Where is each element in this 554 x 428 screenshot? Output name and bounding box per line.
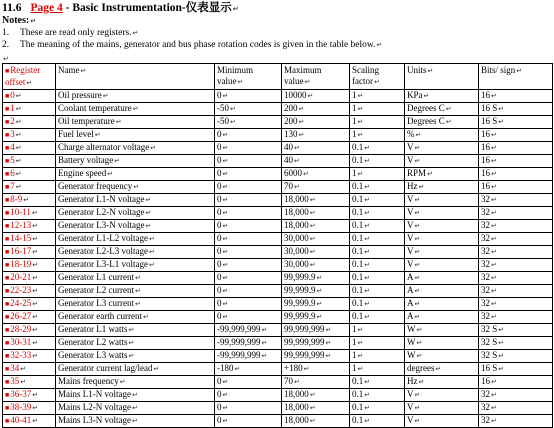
cell-name: Mains L3-N voltage↵ xyxy=(56,415,215,428)
row-bullet-icon: ■ xyxy=(5,118,10,126)
cell-register-offset: ■10-11↵ xyxy=(3,207,56,220)
cell-name: Fuel level↵ xyxy=(56,129,215,142)
cell-bits-sign: 32↵ xyxy=(479,298,553,311)
cell-name: Mains L1-N voltage↵ xyxy=(56,389,215,402)
cell-name: Generator frequency↵ xyxy=(56,181,215,194)
cell-scaling: 0.1↵ xyxy=(350,194,405,207)
cell-register-offset: ■30-31↵ xyxy=(3,337,56,350)
row-bullet-icon: ■ xyxy=(5,417,10,425)
cell-name: Generator L3 watts↵ xyxy=(56,350,215,363)
table-header-row xyxy=(3,64,553,90)
note-number: 2. xyxy=(2,40,10,50)
register-table xyxy=(2,63,553,428)
cell-minimum: 0↵ xyxy=(215,376,282,389)
row-bullet-icon: ■ xyxy=(5,157,10,165)
cell-name: Generator L3 current↵ xyxy=(56,298,215,311)
cell-bits-sign: 16↵ xyxy=(479,129,553,142)
row-bullet-icon: ■ xyxy=(5,222,10,230)
cell-bits-sign: 32↵ xyxy=(479,272,553,285)
cell-minimum: 0↵ xyxy=(215,246,282,259)
cell-register-offset: ■38-39↵ xyxy=(3,402,56,415)
cell-minimum: 0↵ xyxy=(215,272,282,285)
cell-units: KPa↵ xyxy=(405,90,479,103)
table-row xyxy=(3,181,553,194)
row-bullet-icon: ■ xyxy=(5,196,10,204)
cell-minimum: -180↵ xyxy=(215,363,282,376)
table-row xyxy=(3,298,553,311)
cell-units: V↵ xyxy=(405,402,479,415)
cell-register-offset: ■24-25↵ xyxy=(3,298,56,311)
note-item xyxy=(2,39,382,51)
cell-minimum: -99,999,999↵ xyxy=(215,337,282,350)
cell-maximum: 18,000↵ xyxy=(282,389,350,402)
cell-units: W↵ xyxy=(405,324,479,337)
cell-scaling: 0.1↵ xyxy=(350,233,405,246)
table-row xyxy=(3,129,553,142)
row-bullet-icon: ■ xyxy=(5,92,10,100)
cell-units: degrees↵ xyxy=(405,363,479,376)
cell-register-offset: ■32-33↵ xyxy=(3,350,56,363)
cell-maximum: 18,000↵ xyxy=(282,207,350,220)
table-row xyxy=(3,168,553,181)
cell-maximum: 40↵ xyxy=(282,142,350,155)
cell-name: Generator L3-N voltage↵ xyxy=(56,220,215,233)
row-bullet-icon: ■ xyxy=(5,131,10,139)
cell-maximum: 18,000↵ xyxy=(282,194,350,207)
cell-minimum: 0↵ xyxy=(215,155,282,168)
cell-maximum: 200↵ xyxy=(282,116,350,129)
cell-units: Hz↵ xyxy=(405,376,479,389)
page-link[interactable]: Page 4 xyxy=(30,2,63,14)
table-row xyxy=(3,155,553,168)
cell-units: V↵ xyxy=(405,233,479,246)
header-bits-sign: Bits/ sign↵ xyxy=(479,64,553,90)
cell-scaling: 0.1↵ xyxy=(350,415,405,428)
cell-minimum: 0↵ xyxy=(215,298,282,311)
cell-minimum: 0↵ xyxy=(215,207,282,220)
cell-scaling: 1↵ xyxy=(350,103,405,116)
cell-register-offset: ■14-15↵ xyxy=(3,233,56,246)
cell-scaling: 0.1↵ xyxy=(350,311,405,324)
cell-register-offset: ■4↵ xyxy=(3,142,56,155)
cell-scaling: 0.1↵ xyxy=(350,285,405,298)
cell-maximum: 99,999.9↵ xyxy=(282,298,350,311)
table-row xyxy=(3,90,553,103)
table-row xyxy=(3,116,553,129)
cell-maximum: 130↵ xyxy=(282,129,350,142)
cell-register-offset: ■12-13↵ xyxy=(3,220,56,233)
table-row xyxy=(3,207,553,220)
paragraph-mark: ↵ xyxy=(30,17,37,25)
table-row xyxy=(3,324,553,337)
cell-name: Coolant temperature↵ xyxy=(56,103,215,116)
cell-bits-sign: 16↵ xyxy=(479,90,553,103)
table-row xyxy=(3,103,553,116)
table-row xyxy=(3,389,553,402)
cell-bits-sign: 32↵ xyxy=(479,402,553,415)
cell-maximum: 18,000↵ xyxy=(282,402,350,415)
header-maximum: Maximum value↵ xyxy=(282,64,350,90)
empty-paragraph: ↵ xyxy=(3,55,9,63)
cell-units: RPM↵ xyxy=(405,168,479,181)
cell-bits-sign: 32 S↵ xyxy=(479,350,553,363)
cell-name: Charge alternator voltage↵ xyxy=(56,142,215,155)
cell-register-offset: ■16-17↵ xyxy=(3,246,56,259)
row-bullet-icon: ■ xyxy=(5,326,10,334)
cell-bits-sign: 32↵ xyxy=(479,415,553,428)
cell-maximum: 30,000↵ xyxy=(282,246,350,259)
cell-scaling: 0.1↵ xyxy=(350,155,405,168)
table-row xyxy=(3,220,553,233)
cell-units: V↵ xyxy=(405,246,479,259)
cell-scaling: 1↵ xyxy=(350,337,405,350)
cell-bits-sign: 32↵ xyxy=(479,259,553,272)
cell-register-offset: ■1↵ xyxy=(3,103,56,116)
table-row xyxy=(3,246,553,259)
cell-minimum: 0↵ xyxy=(215,142,282,155)
row-bullet-icon: ■ xyxy=(5,300,10,308)
cell-minimum: -99,999,999↵ xyxy=(215,324,282,337)
cell-maximum: 99,999,999↵ xyxy=(282,337,350,350)
cell-register-offset: ■20-21↵ xyxy=(3,272,56,285)
cell-scaling: 0.1↵ xyxy=(350,220,405,233)
table-row xyxy=(3,376,553,389)
cell-scaling: 1↵ xyxy=(350,168,405,181)
note-text: These are read only registers. xyxy=(20,28,132,38)
cell-scaling: 0.1↵ xyxy=(350,389,405,402)
cell-maximum: 99,999.9↵ xyxy=(282,272,350,285)
table-row xyxy=(3,350,553,363)
cell-units: A↵ xyxy=(405,272,479,285)
table-row xyxy=(3,233,553,246)
cell-register-offset: ■0↵ xyxy=(3,90,56,103)
cell-register-offset: ■7↵ xyxy=(3,181,56,194)
table-row xyxy=(3,142,553,155)
row-bullet-icon: ■ xyxy=(5,378,10,386)
row-bullet-icon: ■ xyxy=(5,105,10,113)
note-item xyxy=(2,27,138,39)
cell-register-offset: ■3↵ xyxy=(3,129,56,142)
cell-units: V↵ xyxy=(405,194,479,207)
cell-minimum: -50↵ xyxy=(215,103,282,116)
cell-maximum: 70↵ xyxy=(282,181,350,194)
cell-scaling: 1↵ xyxy=(350,324,405,337)
table-row xyxy=(3,194,553,207)
cell-minimum: 0↵ xyxy=(215,389,282,402)
cell-scaling: 0.1↵ xyxy=(350,142,405,155)
cell-units: Hz↵ xyxy=(405,181,479,194)
cell-bits-sign: 32↵ xyxy=(479,389,553,402)
cell-scaling: 1↵ xyxy=(350,116,405,129)
section-number: 11.6 xyxy=(2,2,22,14)
cell-maximum: 40↵ xyxy=(282,155,350,168)
row-bullet-icon: ■ xyxy=(5,339,10,347)
note-text: The meaning of the mains, generator and bus phase rotation codes is given in the table below. xyxy=(20,40,376,50)
cell-name: Generator L2 current↵ xyxy=(56,285,215,298)
cell-bits-sign: 32↵ xyxy=(479,233,553,246)
table-row xyxy=(3,285,553,298)
row-bullet-icon: ■ xyxy=(5,261,10,269)
row-bullet-icon: ■ xyxy=(5,235,10,243)
cell-register-offset: ■28-29↵ xyxy=(3,324,56,337)
cell-units: W↵ xyxy=(405,350,479,363)
cell-minimum: -99,999,999↵ xyxy=(215,350,282,363)
cell-maximum: 10000↵ xyxy=(282,90,350,103)
cell-units: V↵ xyxy=(405,142,479,155)
cell-units: %↵ xyxy=(405,129,479,142)
cell-bits-sign: 32↵ xyxy=(479,285,553,298)
cell-bits-sign: 32↵ xyxy=(479,311,553,324)
cell-register-offset: ■34↵ xyxy=(3,363,56,376)
header-register-offset: ■Register offset↵ xyxy=(3,64,56,90)
cell-minimum: 0↵ xyxy=(215,194,282,207)
cell-units: W↵ xyxy=(405,337,479,350)
cell-minimum: 0↵ xyxy=(215,129,282,142)
cell-units: Degrees C↵ xyxy=(405,103,479,116)
cell-register-offset: ■8-9↵ xyxy=(3,194,56,207)
table-row xyxy=(3,415,553,428)
header-minimum: Minimum value↵ xyxy=(215,64,282,90)
cell-bits-sign: 32↵ xyxy=(479,207,553,220)
paragraph-mark: ↵ xyxy=(232,5,239,13)
cell-name: Generator L1-N voltage↵ xyxy=(56,194,215,207)
cell-maximum: 99,999,999↵ xyxy=(282,324,350,337)
row-bullet-icon: ■ xyxy=(5,365,10,373)
cell-units: V↵ xyxy=(405,207,479,220)
cell-bits-sign: 16 S↵ xyxy=(479,363,553,376)
table-row xyxy=(3,259,553,272)
cell-bits-sign: 32 S↵ xyxy=(479,337,553,350)
cell-bits-sign: 16 S↵ xyxy=(479,103,553,116)
cell-minimum: 0↵ xyxy=(215,168,282,181)
cell-units: A↵ xyxy=(405,311,479,324)
table-row xyxy=(3,311,553,324)
cell-units: V↵ xyxy=(405,415,479,428)
row-bullet-icon: ■ xyxy=(5,391,10,399)
cell-scaling: 0.1↵ xyxy=(350,259,405,272)
cell-register-offset: ■26-27↵ xyxy=(3,311,56,324)
cell-maximum: 200↵ xyxy=(282,103,350,116)
cell-minimum: 0↵ xyxy=(215,181,282,194)
cell-units: V↵ xyxy=(405,155,479,168)
cell-register-offset: ■36-37↵ xyxy=(3,389,56,402)
cell-units: V↵ xyxy=(405,389,479,402)
cell-name: Generator L3-L1 voltage↵ xyxy=(56,259,215,272)
cell-register-offset: ■2↵ xyxy=(3,116,56,129)
cell-register-offset: ■5↵ xyxy=(3,155,56,168)
cell-maximum: 99,999.9↵ xyxy=(282,285,350,298)
cell-maximum: 18,000↵ xyxy=(282,415,350,428)
cell-minimum: 0↵ xyxy=(215,311,282,324)
row-bullet-icon: ■ xyxy=(5,183,10,191)
cell-name: Oil pressure↵ xyxy=(56,90,215,103)
cell-maximum: +180↵ xyxy=(282,363,350,376)
cell-units: V↵ xyxy=(405,259,479,272)
cell-maximum: 70↵ xyxy=(282,376,350,389)
row-bullet-icon: ■ xyxy=(5,209,10,217)
cell-maximum: 99,999.9↵ xyxy=(282,311,350,324)
cell-bits-sign: 32 S↵ xyxy=(479,324,553,337)
cell-bits-sign: 16↵ xyxy=(479,168,553,181)
paragraph-mark: ↵ xyxy=(376,41,383,49)
cell-maximum: 30,000↵ xyxy=(282,233,350,246)
cell-bits-sign: 32↵ xyxy=(479,194,553,207)
cell-units: Degrees C↵ xyxy=(405,116,479,129)
section-title: - Basic Instrumentation-仪表显示 xyxy=(65,2,232,14)
cell-name: Generator L2-L3 voltage↵ xyxy=(56,246,215,259)
cell-scaling: 0.1↵ xyxy=(350,181,405,194)
row-bullet-icon: ■ xyxy=(5,248,10,256)
header-units: Units↵ xyxy=(405,64,479,90)
row-bullet-icon: ■ xyxy=(5,313,10,321)
cell-minimum: 0↵ xyxy=(215,285,282,298)
cell-name: Engine speed↵ xyxy=(56,168,215,181)
cell-scaling: 0.1↵ xyxy=(350,246,405,259)
cell-bits-sign: 16 S↵ xyxy=(479,116,553,129)
cell-minimum: 0↵ xyxy=(215,220,282,233)
cell-register-offset: ■18-19↵ xyxy=(3,259,56,272)
cell-maximum: 6000↵ xyxy=(282,168,350,181)
cell-name: Oil temperature↵ xyxy=(56,116,215,129)
cell-bits-sign: 16↵ xyxy=(479,155,553,168)
section-heading xyxy=(2,1,239,16)
table-row xyxy=(3,272,553,285)
cell-name: Battery voltage↵ xyxy=(56,155,215,168)
note-number: 1. xyxy=(2,28,10,38)
cell-minimum: 0↵ xyxy=(215,402,282,415)
cell-units: A↵ xyxy=(405,285,479,298)
cell-bits-sign: 32↵ xyxy=(479,220,553,233)
cell-maximum: 18,000↵ xyxy=(282,220,350,233)
cell-scaling: 1↵ xyxy=(350,90,405,103)
cell-name: Mains L2-N voltage↵ xyxy=(56,402,215,415)
cell-bits-sign: 32↵ xyxy=(479,246,553,259)
cell-bits-sign: 16↵ xyxy=(479,142,553,155)
cell-scaling: 0.1↵ xyxy=(350,272,405,285)
cell-name: Generator L1-L2 voltage↵ xyxy=(56,233,215,246)
row-bullet-icon: ■ xyxy=(5,144,10,152)
notes-title: Notes:↵ xyxy=(2,15,37,26)
cell-scaling: 0.1↵ xyxy=(350,376,405,389)
row-bullet-icon: ■ xyxy=(5,287,10,295)
cell-units: A↵ xyxy=(405,298,479,311)
header-scaling: Scaling factor↵ xyxy=(350,64,405,90)
cell-scaling: 1↵ xyxy=(350,129,405,142)
cell-units: V↵ xyxy=(405,220,479,233)
cell-minimum: 0↵ xyxy=(215,233,282,246)
cell-register-offset: ■35↵ xyxy=(3,376,56,389)
cell-maximum: 99,999,999↵ xyxy=(282,350,350,363)
cell-scaling: 1↵ xyxy=(350,363,405,376)
row-bullet-icon: ■ xyxy=(5,274,10,282)
header-name: Name↵ xyxy=(56,64,215,90)
cell-bits-sign: 16↵ xyxy=(479,181,553,194)
table-row xyxy=(3,337,553,350)
cell-scaling: 0.1↵ xyxy=(350,207,405,220)
table-row xyxy=(3,363,553,376)
table-row xyxy=(3,402,553,415)
cell-register-offset: ■22-23↵ xyxy=(3,285,56,298)
cell-name: Generator earth current↵ xyxy=(56,311,215,324)
cell-name: Generator L1 current↵ xyxy=(56,272,215,285)
cell-name: Generator current lag/lead↵ xyxy=(56,363,215,376)
cell-bits-sign: 16↵ xyxy=(479,376,553,389)
row-bullet-icon: ■ xyxy=(5,170,10,178)
cell-maximum: 30,000↵ xyxy=(282,259,350,272)
cell-minimum: 0↵ xyxy=(215,259,282,272)
cell-register-offset: ■40-41↵ xyxy=(3,415,56,428)
cell-minimum: 0↵ xyxy=(215,90,282,103)
cell-name: Generator L1 watts↵ xyxy=(56,324,215,337)
row-bullet-icon: ■ xyxy=(5,404,10,412)
cell-name: Generator L2-N voltage↵ xyxy=(56,207,215,220)
cell-register-offset: ■6↵ xyxy=(3,168,56,181)
cell-scaling: 0.1↵ xyxy=(350,298,405,311)
cell-scaling: 1↵ xyxy=(350,350,405,363)
paragraph-mark: ↵ xyxy=(132,29,139,37)
cell-minimum: -50↵ xyxy=(215,116,282,129)
cell-name: Generator L2 watts↵ xyxy=(56,337,215,350)
cell-scaling: 0.1↵ xyxy=(350,402,405,415)
cell-name: Mains frequency↵ xyxy=(56,376,215,389)
cell-minimum: 0↵ xyxy=(215,415,282,428)
row-bullet-icon: ■ xyxy=(5,352,10,360)
